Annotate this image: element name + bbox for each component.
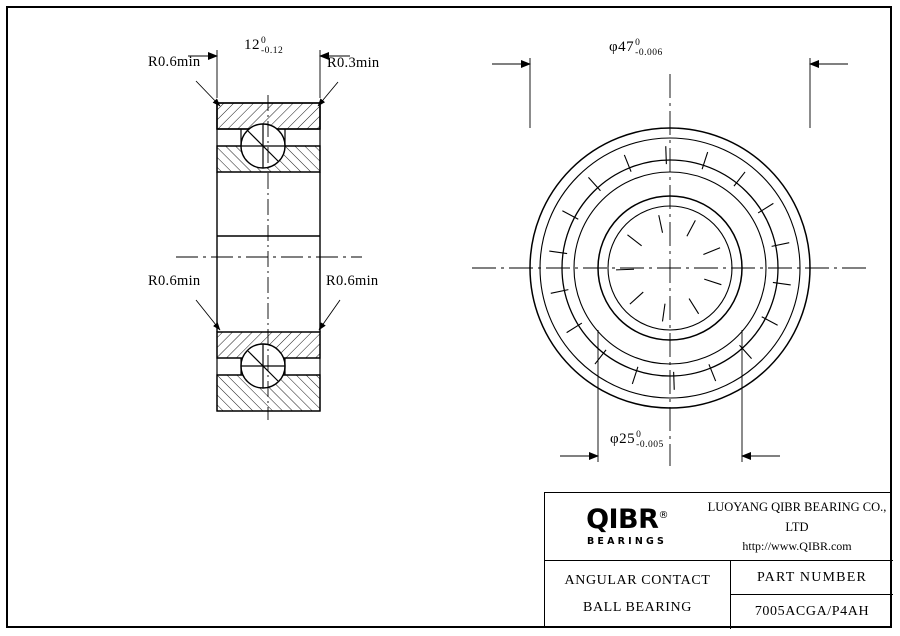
company-logo xyxy=(545,506,701,547)
part-number-label: PART NUMBER xyxy=(731,561,893,595)
logo-subtext: BEARINGS xyxy=(586,536,668,547)
chamfer-label-top-right: R0.3min xyxy=(327,55,380,71)
company-name: LUOYANG QIBR BEARING CO., LTD xyxy=(707,499,887,534)
title-block-body xyxy=(545,561,893,629)
chamfer-label-bottom-right: R0.6min xyxy=(326,273,379,289)
bore-diameter-label: φ25 0 -0.005 xyxy=(610,430,664,450)
company-website[interactable]: http://www.QIBR.com xyxy=(742,538,852,553)
chamfer-label-bottom-left: R0.6min xyxy=(148,273,201,289)
title-block-header xyxy=(545,493,893,561)
outer-diameter-label: φ47 0 -0.006 xyxy=(609,38,663,58)
registered-trademark-icon: ® xyxy=(658,510,668,521)
chamfer-label-top-left: R0.6min xyxy=(148,54,201,70)
product-description-line1: ANGULAR CONTACT xyxy=(564,573,711,589)
title-block xyxy=(544,492,892,628)
product-description-line2: BALL BEARING xyxy=(583,600,692,615)
width-dimension-label: 12 0 -0.12 xyxy=(244,36,284,56)
front-view xyxy=(472,74,868,466)
width-dimension xyxy=(188,50,350,98)
product-description xyxy=(545,561,731,629)
front-view-centerlines xyxy=(472,74,868,466)
logo-text: QIBR xyxy=(586,504,659,535)
part-number-block xyxy=(731,561,893,629)
company-info xyxy=(701,497,893,556)
part-number-value: 7005ACGA/P4AH xyxy=(754,604,870,619)
section-view xyxy=(176,95,362,420)
